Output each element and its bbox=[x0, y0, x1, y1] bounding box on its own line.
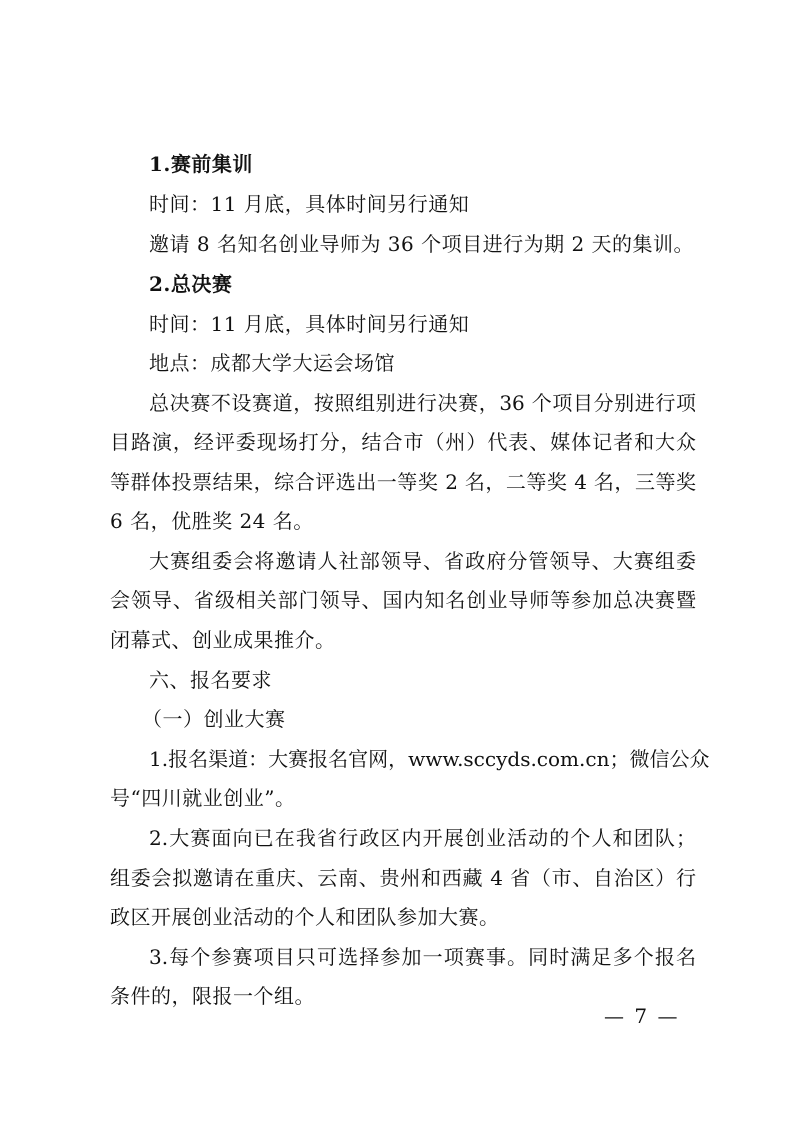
final-time: 时间：11 月底，具体时间另行通知 bbox=[149, 312, 470, 336]
closing-paragraph-line: 会领导、省级相关部门领导、国内知名创业导师等参加总决赛暨 bbox=[110, 588, 696, 612]
requirement-item-line: 3.每个参赛项目只可选择参加一项赛事。同时满足多个报名 bbox=[149, 945, 696, 969]
requirement-item-line: 号“四川就业创业”。 bbox=[110, 786, 296, 810]
chapter-heading: 六、报名要求 bbox=[149, 668, 272, 692]
requirement-item-line: 条件的，限报一个组。 bbox=[110, 984, 315, 1008]
section-heading-pre-training: 1.赛前集训 bbox=[149, 152, 253, 176]
requirement-item-line: 政区开展创业活动的个人和团队参加大赛。 bbox=[110, 905, 500, 929]
closing-paragraph-line: 闭幕式、创业成果推介。 bbox=[110, 628, 336, 652]
page-number: — 7 — bbox=[604, 1004, 680, 1028]
subheading-entrepreneurship-contest: （一）创业大赛 bbox=[142, 707, 286, 731]
pre-training-time: 时间：11 月底，具体时间另行通知 bbox=[149, 192, 470, 216]
requirement-item-line: 1.报名渠道：大赛报名官网，www.sccyds.com.cn；微信公众 bbox=[149, 747, 710, 771]
final-paragraph-line: 目路演，经评委现场打分，结合市（州）代表、媒体记者和大众 bbox=[110, 430, 696, 454]
section-heading-final: 2.总决赛 bbox=[149, 272, 233, 296]
requirement-item-line: 2.大赛面向已在我省行政区内开展创业活动的个人和团队； bbox=[149, 826, 696, 850]
final-location: 地点：成都大学大运会场馆 bbox=[149, 351, 395, 375]
requirement-item-line: 组委会拟邀请在重庆、云南、贵州和西藏 4 省（市、自治区）行 bbox=[110, 866, 696, 890]
final-paragraph-line: 总决赛不设赛道，按照组别进行决赛，36 个项目分别进行项 bbox=[149, 391, 696, 415]
pre-training-description: 邀请 8 名知名创业导师为 36 个项目进行为期 2 天的集训。 bbox=[149, 232, 695, 256]
final-paragraph-line: 等群体投票结果，综合评选出一等奖 2 名，二等奖 4 名，三等奖 bbox=[110, 470, 696, 494]
closing-paragraph-line: 大赛组委会将邀请人社部领导、省政府分管领导、大赛组委 bbox=[149, 549, 696, 573]
final-paragraph-line: 6 名，优胜奖 24 名。 bbox=[110, 509, 314, 533]
